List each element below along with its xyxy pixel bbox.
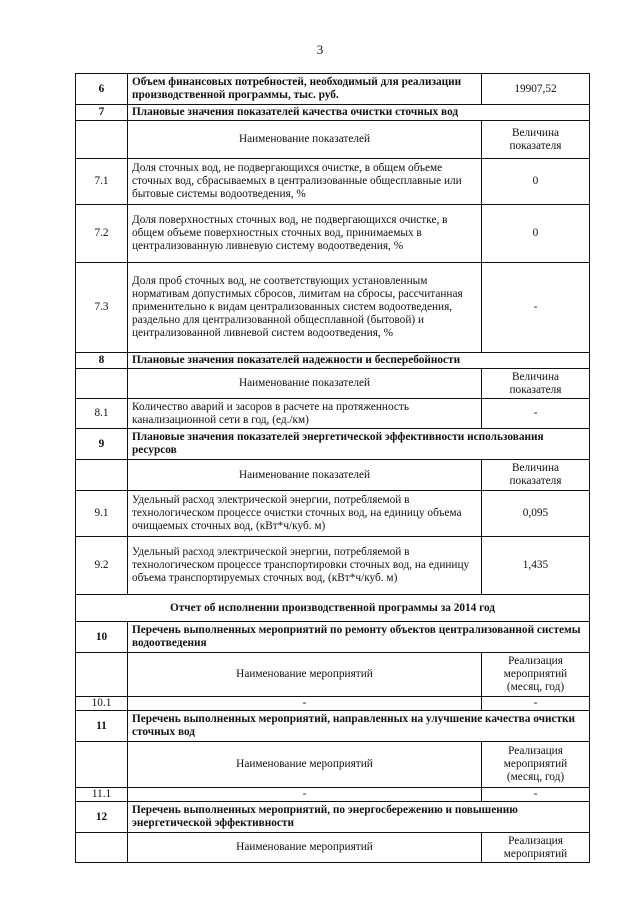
column-header-row xyxy=(76,121,590,159)
column-header-value: Реализация мероприятий (месяц, год) xyxy=(482,742,590,788)
column-header-name: Наименование показателей xyxy=(128,369,482,399)
section-number: 9 xyxy=(76,429,128,460)
row-value: - xyxy=(482,263,590,353)
table-row xyxy=(76,788,590,802)
column-header-name: Наименование мероприятий xyxy=(128,742,482,788)
table-row xyxy=(76,263,590,353)
row-value: 1,435 xyxy=(482,537,590,595)
column-header-value: Реализация мероприятий (месяц, год) xyxy=(482,653,590,697)
column-header-row xyxy=(76,369,590,399)
program-table xyxy=(75,73,590,863)
table-row xyxy=(76,74,590,105)
section-row xyxy=(76,622,590,653)
section-row xyxy=(76,429,590,460)
section-number: 10 xyxy=(76,622,128,653)
section-title: Плановые значения показателей надежности и бесперебойности xyxy=(128,353,590,369)
row-number: 9.1 xyxy=(76,491,128,537)
row-text: - xyxy=(128,788,482,802)
row-value: 19907,52 xyxy=(482,74,590,105)
row-number: 9.2 xyxy=(76,537,128,595)
column-header-value: Реализация мероприятий xyxy=(482,833,590,863)
section-title: Перечень выполненных мероприятий, направленных на улучшение качества очистки сточных вод xyxy=(128,711,590,742)
column-header-row xyxy=(76,653,590,697)
row-text: Доля поверхностных сточных вод, не подвергающихся очистке, в общем объеме поверхностных сточных вод, принимаемых в централизованную ливневую систему водоотведения, % xyxy=(128,205,482,263)
row-text: Доля сточных вод, не подвергающихся очистке, в общем объеме сточных вод, сбрасываемых в централизованные общесплавные или бытовые системы водоотведения, % xyxy=(128,159,482,205)
column-header-name: Наименование показателей xyxy=(128,121,482,159)
section-title: Перечень выполненных мероприятий по ремонту объектов централизованной системы водоотведения xyxy=(128,622,590,653)
table-row xyxy=(76,697,590,711)
column-header-value: Величина показателя xyxy=(482,369,590,399)
row-text: Удельный расход электрической энергии, потребляемой в технологическом процессе очистки сточных вод, на единицу объема очищаемых сточных вод, (кВт*ч/куб. м) xyxy=(128,491,482,537)
row-text: - xyxy=(128,697,482,711)
section-title: Перечень выполненных мероприятий, по энергосбережению и повышению энергетической эффективности xyxy=(128,802,590,833)
section-row xyxy=(76,105,590,121)
row-text: Объем финансовых потребностей, необходимый для реализации производственной программы, тыс. руб. xyxy=(128,74,482,105)
row-number: 7.1 xyxy=(76,159,128,205)
row-value: 0 xyxy=(482,159,590,205)
table-row xyxy=(76,537,590,595)
table-row xyxy=(76,205,590,263)
section-number: 8 xyxy=(76,353,128,369)
row-number: 7.3 xyxy=(76,263,128,353)
row-value: - xyxy=(482,399,590,429)
row-number: 7.2 xyxy=(76,205,128,263)
table-row xyxy=(76,491,590,537)
row-value: 0 xyxy=(482,205,590,263)
column-header-row xyxy=(76,460,590,491)
section-number: 7 xyxy=(76,105,128,121)
report-title-row xyxy=(76,595,590,622)
section-row xyxy=(76,711,590,742)
column-header-name: Наименование показателей xyxy=(128,460,482,491)
row-text: Удельный расход электрической энергии, потребляемой в технологическом процессе транспортировки сточных вод, на единицу объема транспортируемых сточных вод, (кВт*ч/куб. м) xyxy=(128,537,482,595)
row-number: 11.1 xyxy=(76,788,128,802)
column-header-row xyxy=(76,742,590,788)
row-number: 10.1 xyxy=(76,697,128,711)
row-value: - xyxy=(482,697,590,711)
row-text: Количество аварий и засоров в расчете на протяженность канализационной сети в год, (ед./км) xyxy=(128,399,482,429)
section-number: 12 xyxy=(76,802,128,833)
table-row xyxy=(76,159,590,205)
column-header-name: Наименование мероприятий xyxy=(128,833,482,863)
section-row xyxy=(76,353,590,369)
column-header-value: Величина показателя xyxy=(482,460,590,491)
row-value: - xyxy=(482,788,590,802)
column-header-name: Наименование мероприятий xyxy=(128,653,482,697)
page-number: 3 xyxy=(316,42,324,57)
column-header-row xyxy=(76,833,590,863)
section-title: Плановые значения показателей качества очистки сточных вод xyxy=(128,105,590,121)
row-number: 6 xyxy=(76,74,128,105)
section-title: Плановые значения показателей энергетической эффективности использования ресурсов xyxy=(128,429,590,460)
section-number: 11 xyxy=(76,711,128,742)
column-header-value: Величина показателя xyxy=(482,121,590,159)
table-row xyxy=(76,399,590,429)
section-row xyxy=(76,802,590,833)
row-number: 8.1 xyxy=(76,399,128,429)
report-title: Отчет об исполнении производственной программы за 2014 год xyxy=(76,595,590,622)
row-text: Доля проб сточных вод, не соответствующих установленным нормативам допустимых сбросов, лимитам на сбросы, рассчитанная применительно к видам централизованных систем водоотведения, раздельно для централизованной общесплавной (бытовой) и централизованной ливневой систем водоотведения, % xyxy=(128,263,482,353)
row-value: 0,095 xyxy=(482,491,590,537)
